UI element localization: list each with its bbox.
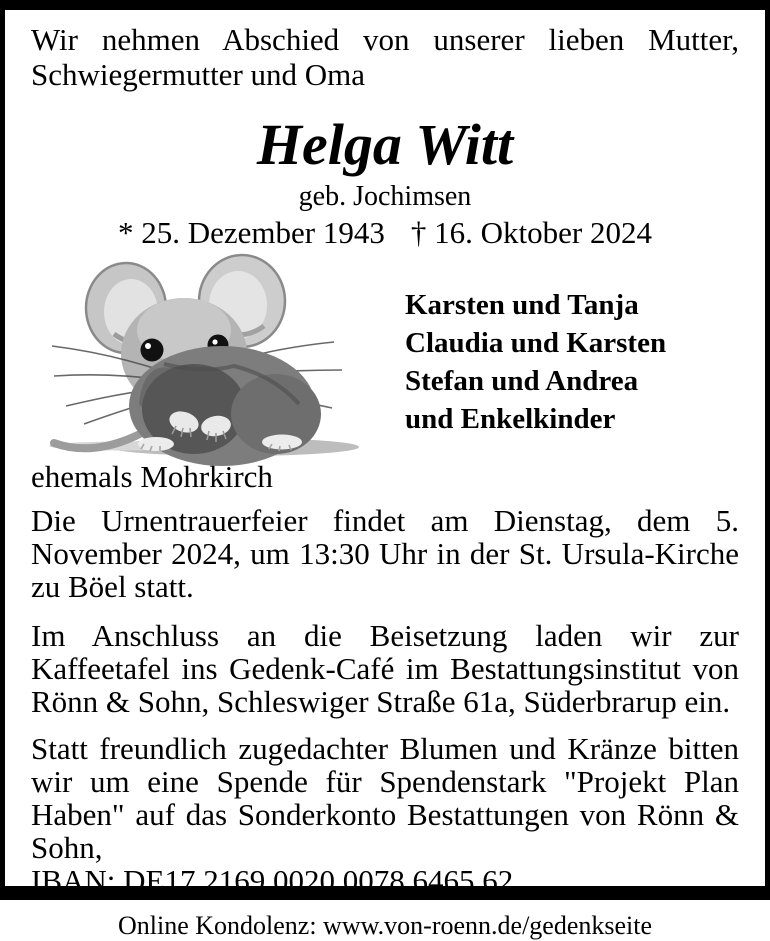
deceased-name: Helga Witt: [256, 112, 514, 177]
donation-text: Statt freundlich zugedachter Blumen und Kränze bitten wir um eine Spende für Spendenstark "Projekt Plan Haben" auf das Sonderkonto Bestattungen von Rönn & Sohn,: [31, 731, 739, 866]
intro-text: Wir nehmen Abschied von unserer lieben Mutter, Schwiegermutter und Oma: [31, 22, 739, 92]
mourners-list: [405, 254, 666, 438]
donation-paragraph: [31, 732, 739, 897]
mouse-illustration: [31, 254, 405, 459]
middle-section: [31, 254, 739, 459]
maiden-name: geb. Jochimsen: [298, 181, 472, 212]
formerly-residence: ehemals Mohrkirch: [31, 459, 273, 495]
birth-date: * 25. Dezember 1943: [118, 215, 385, 251]
mourner-line: Stefan und Andrea: [405, 365, 639, 398]
life-dates: [31, 216, 739, 250]
reception-paragraph: Im Anschluss an die Beisetzung laden wir zur Kaffeetafel ins Gedenk-Café im Bestattungsinstitut von Rönn & Sohn, Schleswiger Straße 61a, Süderbrarup ein.: [31, 618, 739, 720]
notice-content: [5, 10, 765, 941]
mourner-line: Karsten und Tanja: [405, 289, 639, 322]
online-condolence: Online Kondolenz: www.von-roenn.de/gedenkseite: [117, 911, 653, 941]
death-date: † 16. Oktober 2024: [410, 215, 652, 251]
service-paragraph: Die Urnentrauerfeier findet am Dienstag, dem 5. November 2024, um 13:30 Uhr in der St. Ursula-Kirche zu Böel statt.: [31, 503, 739, 605]
mourner-line: Claudia und Karsten: [405, 327, 667, 360]
mourner-line: und Enkelkinder: [405, 403, 616, 436]
iban-text: IBAN: DE17 2169 0020 0078 6465 62.: [31, 863, 521, 899]
mouse-drawing: [43, 254, 395, 459]
